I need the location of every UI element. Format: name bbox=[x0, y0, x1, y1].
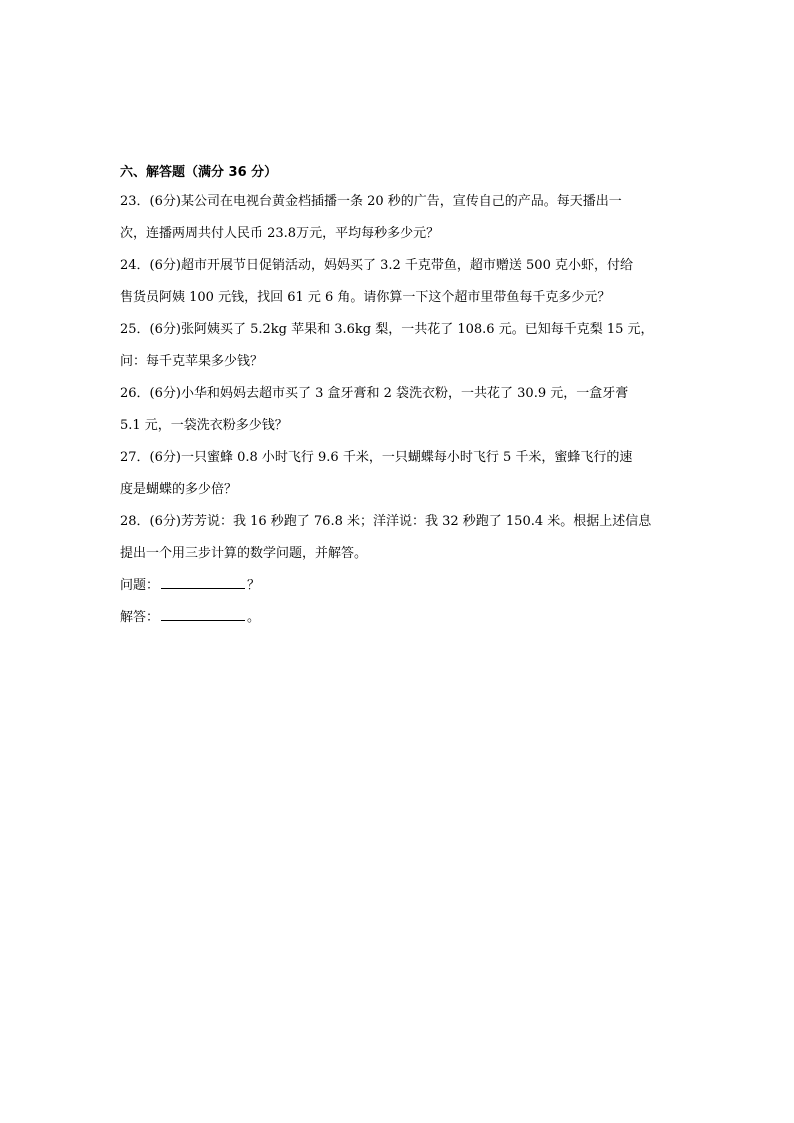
question-27 bbox=[120, 442, 680, 506]
question-label: 问题： bbox=[120, 578, 160, 593]
question-line: 问：每千克苹果多少钱？ bbox=[120, 354, 264, 369]
answer-end-mark: 。 bbox=[247, 610, 261, 625]
question-23 bbox=[120, 186, 680, 250]
question-24 bbox=[120, 250, 680, 314]
question-25 bbox=[120, 314, 680, 378]
question-26 bbox=[120, 378, 680, 442]
answer-blank[interactable] bbox=[161, 606, 245, 621]
question-line: 度是蝴蝶的多少倍？ bbox=[120, 482, 238, 497]
question-line: 24．(6分)超市开展节日促销活动，妈妈买了 3.2 千克带鱼，超市赠送 500 克小虾，付给 bbox=[120, 258, 633, 273]
answer-label: 解答： bbox=[120, 610, 160, 625]
question-line: 次，连播两周共付人民币 23.8万元，平均每秒多少元？ bbox=[120, 226, 440, 241]
question-line: 26．(6分)小华和妈妈去超市买了 3 盒牙膏和 2 袋洗衣粉，一共花了 30.9 元，一盒牙膏 bbox=[120, 386, 629, 401]
section-title: 六、解答题（满分 36 分） bbox=[120, 165, 278, 180]
question-line: 27．(6分)一只蜜蜂 0.8 小时飞行 9.6 千米，一只蝴蝶每小时飞行 5 千米，蜜蜂飞行的速 bbox=[120, 450, 633, 465]
solution-answer-line bbox=[120, 602, 680, 634]
question-end-mark: ？ bbox=[247, 578, 261, 593]
question-line: 5.1 元，一袋洗衣粉多少钱？ bbox=[120, 418, 288, 433]
question-28 bbox=[120, 506, 680, 570]
question-line: 28．(6分)芳芳说：我 16 秒跑了 76.8 米；洋洋说：我 32 秒跑了 150.4 米。根据上述信息 bbox=[120, 514, 652, 529]
question-answer-line bbox=[120, 570, 680, 602]
question-line: 提出一个用三步计算的数学问题，并解答。 bbox=[120, 546, 368, 561]
question-blank[interactable] bbox=[161, 574, 245, 589]
question-line: 售货员阿姨 100 元钱，找回 61 元 6 角。请你算一下这个超市里带鱼每千克多少元？ bbox=[120, 290, 611, 305]
answer-section bbox=[120, 160, 680, 634]
question-line: 25．(6分)张阿姨买了 5.2kg 苹果和 3.6kg 梨，一共花了 108.6 元。已知每千克梨 15 元， bbox=[120, 322, 654, 337]
question-line: 23．(6分)某公司在电视台黄金档插播一条 20 秒的广告，宣传自己的产品。每天播出一 bbox=[120, 194, 622, 209]
